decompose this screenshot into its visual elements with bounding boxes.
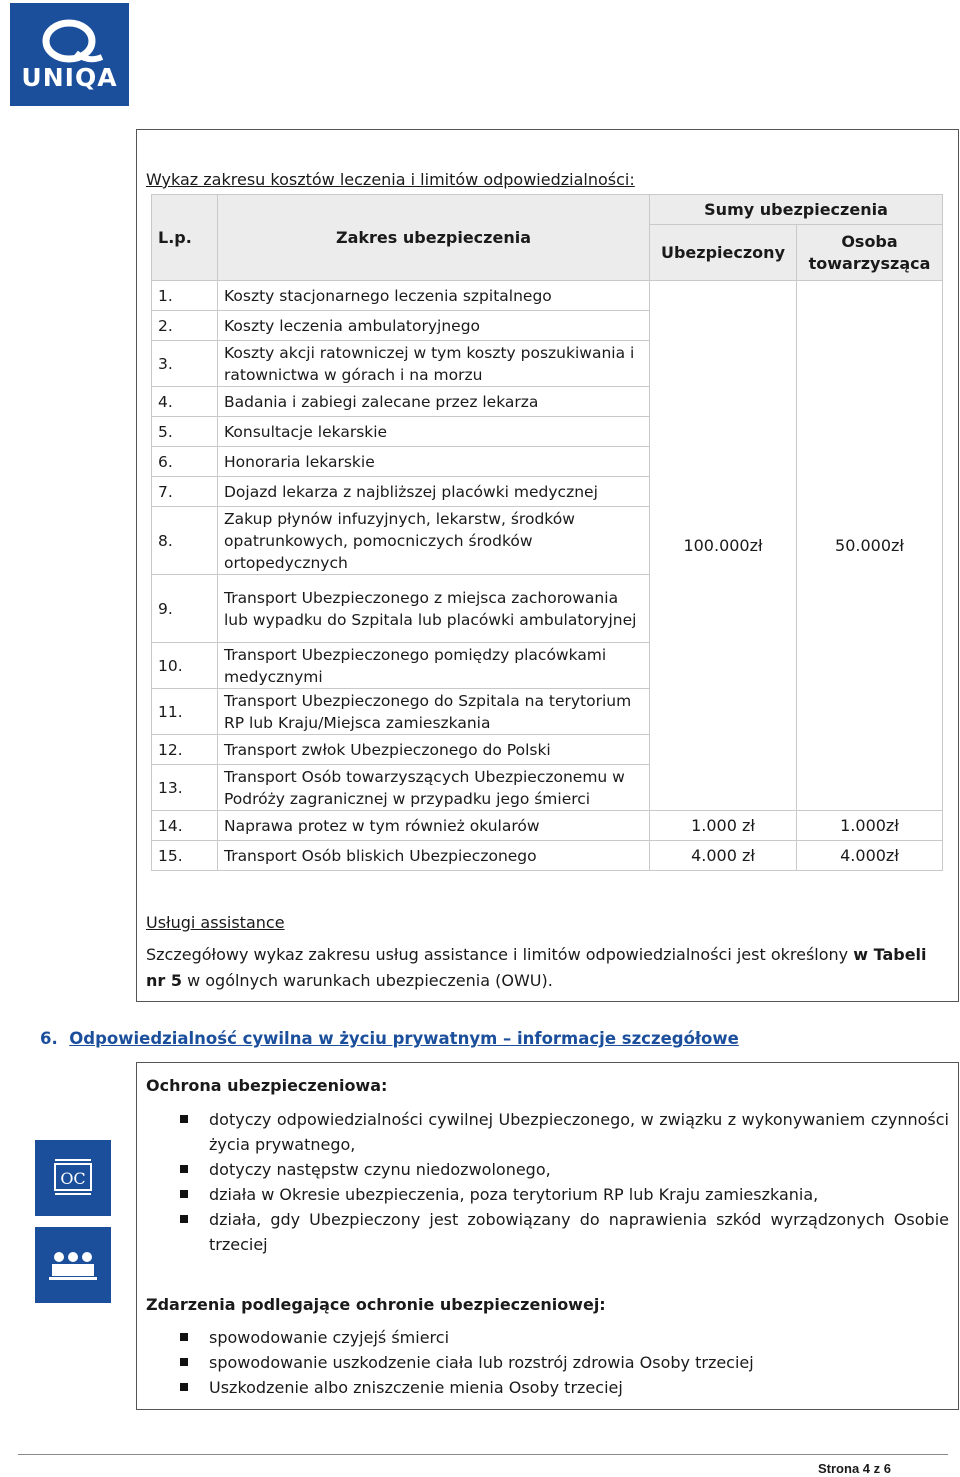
row-lp: 14. xyxy=(152,811,218,841)
row-text: Koszty stacjonarnego leczenia szpitalnego xyxy=(218,281,650,311)
header-sumy: Sumy ubezpieczenia xyxy=(650,195,943,225)
row-text: Transport zwłok Ubezpieczonego do Polski xyxy=(218,735,650,765)
row-lp: 13. xyxy=(152,765,218,811)
list-item: spowodowanie czyjejś śmierci xyxy=(146,1325,949,1350)
assistance-text-2: w ogólnych warunkach ubezpieczenia (OWU). xyxy=(181,971,553,990)
zdarzenia-heading: Zdarzenia podlegające ochronie ubezpieczeniowej: xyxy=(146,1295,606,1314)
logo-text: UNIQA xyxy=(21,63,118,92)
oc-icon-label: OC xyxy=(60,1169,86,1188)
list-item: działa w Okresie ubezpieczenia, poza terytorium RP lub Kraju zamieszkania, xyxy=(146,1182,949,1207)
header-lp: L.p. xyxy=(152,195,218,281)
list-item: dotyczy następstw czynu niedozwolonego, xyxy=(146,1157,949,1182)
header-osoba: Osoba towarzysząca xyxy=(797,225,943,281)
row-text: Koszty akcji ratowniczej w tym koszty poszukiwania i ratownictwa w górach i na morzu xyxy=(218,341,650,387)
row-text: Naprawa protez w tym również okularów xyxy=(218,811,650,841)
row-osoba-value: 1.000zł xyxy=(797,811,943,841)
row-lp: 5. xyxy=(152,417,218,447)
row-text: Honoraria lekarskie xyxy=(218,447,650,477)
row-lp: 12. xyxy=(152,735,218,765)
row-lp: 11. xyxy=(152,689,218,735)
page-number: Strona 4 z 6 xyxy=(818,1461,891,1476)
row-text: Dojazd lekarza z najbliższej placówki medycznej xyxy=(218,477,650,507)
assistance-heading: Usługi assistance xyxy=(146,913,285,932)
row-lp: 6. xyxy=(152,447,218,477)
row-lp: 2. xyxy=(152,311,218,341)
row-osoba-value: 4.000zł xyxy=(797,841,943,871)
ochrona-heading: Ochrona ubezpieczeniowa: xyxy=(146,1076,388,1095)
list-item: dotyczy odpowiedzialności cywilnej Ubezpieczonego, w związku z wykonywaniem czynności życia prywatnego, xyxy=(146,1107,949,1157)
row-lp: 10. xyxy=(152,643,218,689)
table-row xyxy=(152,281,943,311)
coverage-title: Wykaz zakresu kosztów leczenia i limitów odpowiedzialności: xyxy=(146,170,635,189)
row-lp: 7. xyxy=(152,477,218,507)
row-lp: 15. xyxy=(152,841,218,871)
table-row xyxy=(152,811,943,841)
header-ubezpieczony: Ubezpieczony xyxy=(650,225,797,281)
uniqa-logo xyxy=(10,3,129,106)
row-lp: 8. xyxy=(152,507,218,575)
section-number: 6. xyxy=(40,1029,58,1048)
oc-badge-icon xyxy=(35,1140,111,1216)
row-lp: 9. xyxy=(152,575,218,643)
row-lp: 3. xyxy=(152,341,218,387)
list-item: Uszkodzenie albo zniszczenie mienia Osoby trzeciej xyxy=(146,1375,949,1400)
table-row xyxy=(152,841,943,871)
people-silhouettes-icon xyxy=(35,1227,111,1303)
row-text: Transport Ubezpieczonego do Szpitala na terytorium RP lub Kraju/Miejsca zamieszkania xyxy=(218,689,650,735)
ochrona-list xyxy=(146,1107,949,1257)
row-text: Transport Ubezpieczonego pomiędzy placówkami medycznymi xyxy=(218,643,650,689)
row-text: Koszty leczenia ambulatoryjnego xyxy=(218,311,650,341)
merged-ubezp-value: 100.000zł xyxy=(650,281,797,811)
section-heading xyxy=(40,1029,739,1048)
row-text: Transport Osób bliskich Ubezpieczonego xyxy=(218,841,650,871)
assistance-text-1: Szczegółowy wykaz zakresu usług assistance i limitów odpowiedzialności jest określony xyxy=(146,945,854,964)
header-zakres: Zakres ubezpieczenia xyxy=(218,195,650,281)
assistance-text-bold: w Tabeli nr 5 xyxy=(146,945,927,990)
people-group-icon xyxy=(35,1227,111,1303)
row-lp: 4. xyxy=(152,387,218,417)
row-text: Transport Osób towarzyszących Ubezpieczonemu w Podróży zagranicznej w przypadku jego śmierci xyxy=(218,765,650,811)
row-text: Transport Ubezpieczonego z miejsca zachorowania lub wypadku do Szpitala lub placówki ambulatoryjnej xyxy=(218,575,650,643)
footer-divider xyxy=(18,1454,948,1455)
row-text: Konsultacje lekarskie xyxy=(218,417,650,447)
list-item: działa, gdy Ubezpieczony jest zobowiązany do naprawienia szkód wyrządzonych Osobie trzeciej xyxy=(146,1207,949,1257)
row-lp: 1. xyxy=(152,281,218,311)
coverage-table xyxy=(151,194,943,871)
section-title: Odpowiedzialność cywilna w życiu prywatnym – informacje szczegółowe xyxy=(69,1029,739,1048)
list-item: spowodowanie uszkodzenie ciała lub rozstrój zdrowia Osoby trzeciej xyxy=(146,1350,949,1375)
zdarzenia-list xyxy=(146,1325,949,1400)
row-text: Badania i zabiegi zalecane przez lekarza xyxy=(218,387,650,417)
row-ubezp-value: 4.000 zł xyxy=(650,841,797,871)
merged-osoba-value: 50.000zł xyxy=(797,281,943,811)
oc-icon xyxy=(35,1140,111,1216)
assistance-text xyxy=(146,942,951,994)
row-ubezp-value: 1.000 zł xyxy=(650,811,797,841)
row-text: Zakup płynów infuzyjnych, lekarstw, środków opatrunkowych, pomocniczych środków ortopedycznych xyxy=(218,507,650,575)
